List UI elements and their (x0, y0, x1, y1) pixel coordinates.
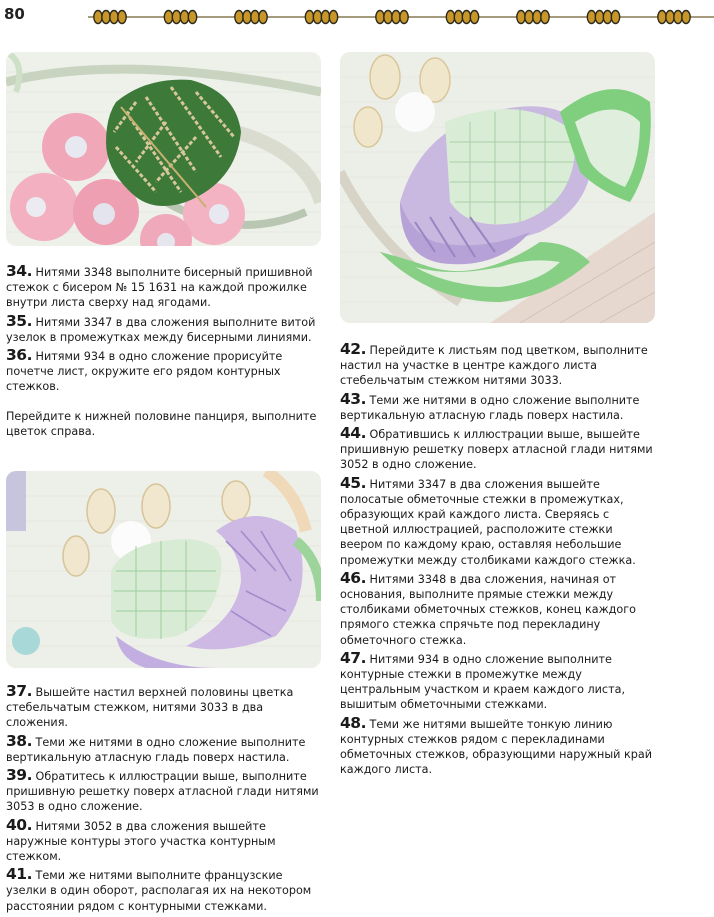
bead-cluster (235, 11, 267, 24)
step-text: Теми же нитями вышейте тонкую линию контурных стежков рядом с перекладинами обметочных стежков, образующими наружный край каждого листа. (340, 717, 652, 777)
step-number: 34. (6, 262, 32, 280)
step-42 (340, 342, 658, 389)
bead-cluster (446, 11, 478, 24)
bead-cluster (164, 11, 196, 24)
step-text: Обратитесь к иллюстрации выше, выполните пришивную решетку поверх атласной глади нитями 3053 в одно сложение. (6, 770, 319, 814)
step-number: 47. (340, 648, 366, 667)
step-number: 46. (340, 568, 366, 587)
page-number: 80 (4, 5, 25, 23)
step-34 (6, 264, 324, 311)
step-number: 35. (6, 311, 32, 330)
step-38 (6, 731, 324, 765)
embroidery-photo-flower-leaves (340, 52, 655, 323)
step-text: Нитями 3052 в два сложения вышейте наружные контуры этого участка контурным стежком. (6, 819, 276, 864)
step-text: Нитями 3348 в два сложения, начиная от основания, выполните прямые стежки между столбиками обметочных стежков, конец каждого прямого стежка спрячьте под перекладину обметочного стежка. (340, 572, 636, 647)
embroidery-photo-leaf-berries (6, 52, 321, 246)
transition-note: Перейдите к нижней половине панциря, выполните цветок справа. (6, 409, 317, 438)
step-37 (6, 684, 324, 731)
step-text: Вышейте настил верхней половины цветка стебельчатым стежком, нитями 3033 в два сложения. (6, 686, 294, 730)
step-41 (6, 867, 324, 914)
step-45 (340, 473, 658, 568)
step-text: Обратившись к иллюстрации выше, вышейте пришивную решетку поверх атласной глади нитями 3052 в одно сложение. (340, 428, 653, 472)
bead-cluster (517, 11, 549, 24)
step-text: Теми же нитями в одно сложение выполните вертикальную атласную гладь поверх настила. (340, 393, 640, 422)
step-text: Нитями 3347 в два сложения вышейте полосатые обметочные стежки в промежутках, образующих край каждого листа. Сверяясь с цветной иллюстрацией, расположите стежки веером по каждому краю, оставляя небольшие промежутки между столбиками каждого стежка. (340, 477, 636, 567)
step-46 (340, 568, 658, 648)
step-text: Нитями 3347 в два сложения выполните витой узелок в промежутках между бисерными линиями. (6, 315, 316, 344)
step-text: Теми же нитями в одно сложение выполните вертикальную атласную гладь поверх настила. (6, 735, 306, 764)
step-39 (6, 768, 324, 815)
bead-cluster (94, 11, 126, 24)
instructions-column-right (340, 342, 658, 780)
step-text: Теми же нитями выполните французские узелки в один оборот, располагая их на некотором расстоянии рядом с контурными стежками. (6, 869, 312, 913)
step-number: 39. (6, 766, 32, 785)
step-number: 37. (6, 682, 32, 700)
step-number: 40. (6, 815, 32, 834)
step-text: Перейдите к листьям под цветком, выполните настил на участке в центре каждого листа стебельчатым стежком нитями 3033. (340, 344, 648, 388)
step-48 (340, 713, 658, 778)
step-40 (6, 815, 324, 865)
step-number: 44. (340, 424, 366, 443)
step-43 (340, 389, 658, 423)
step-number: 43. (340, 389, 366, 408)
step-number: 41. (6, 865, 32, 884)
step-35 (6, 311, 324, 345)
step-number: 38. (6, 731, 32, 750)
step-number: 48. (340, 713, 366, 732)
instructions-column-bottom-left (6, 684, 324, 917)
step-47 (340, 648, 658, 713)
bead-cluster (305, 11, 337, 24)
step-number: 36. (6, 346, 32, 365)
step-44 (340, 426, 658, 473)
step-text: Нитями 934 в одно сложение выполните контурные стежки в промежутке между центральным участком и краем каждого листа, вышитым обметочными стежками. (340, 652, 625, 712)
bead-cluster (587, 11, 619, 24)
bead-cluster (376, 11, 408, 24)
step-text: Нитями 934 в одно сложение прорисуйте почетче лист, окружите его рядом контурных стежков. (6, 350, 283, 394)
step-text: Нитями 3348 выполните бисерный пришивной стежок с бисером № 15 1631 на каждой прожилке внутри листа сверху над ягодами. (6, 266, 313, 310)
instructions-column-top-left (6, 264, 324, 442)
step-number: 45. (340, 473, 366, 492)
bead-string-border (88, 4, 714, 30)
step-36 (6, 348, 324, 395)
bead-cluster (658, 11, 690, 24)
embroidery-photo-flower-lattice (6, 471, 321, 668)
step-number: 42. (340, 340, 366, 358)
